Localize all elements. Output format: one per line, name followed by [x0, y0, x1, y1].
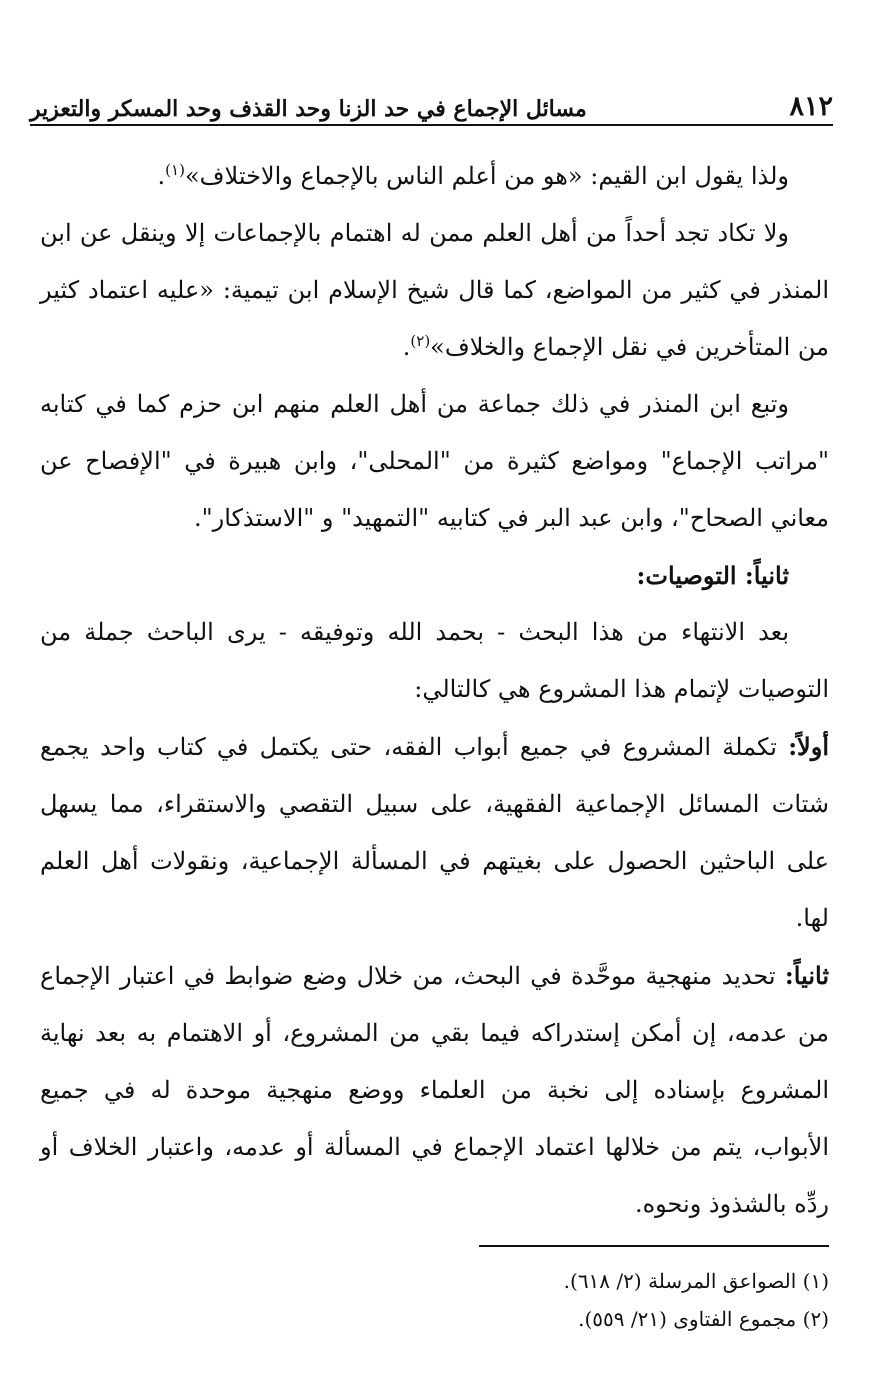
- footnote-ref-2: (٢): [410, 332, 431, 350]
- footnote-2: (٢) مجموع الفتاوى (٢١/ ٥٥٩).: [578, 1307, 829, 1331]
- paragraph-text: ولا تكاد تجد أحداً من أهل العلم ممن له اهتمام بالإجماعات إلا وينقل عن ابن المنذر في كثير من المواضع، كما قال شيخ الإسلام ابن تيمية: «عليه اعتماد كثير من المتأخرين في نقل الإجماع والخلاف»: [40, 219, 829, 361]
- paragraph-ibn-taymiyya-quote: [40, 205, 829, 376]
- page-number: ٨١٢: [789, 91, 833, 122]
- body-text: [40, 148, 829, 1233]
- footnote-ref-1: (١): [165, 161, 185, 179]
- recommendation-2-text: تحديد منهجية موحَّدة في البحث، من خلال وضع ضوابط في اعتبار الإجماع من عدمه، إن أمكن إستدراكه فيما بقي من المشروع، أو الاهتمام به بعد نهاية المشروع بإسناده إلى نخبة من العلماء ووضع منهجية موحدة له في جميع الأبواب، يتم من خلالها اعتماد الإجماع في المسألة أو عدمه، واعتبار الخلاف أو ردِّه بالشذوذ ونحوه.: [40, 962, 829, 1218]
- recommendation-2: [40, 947, 829, 1233]
- recommendation-2-lead: ثانياً:: [784, 961, 829, 990]
- recommendation-1-lead: أولاً:: [788, 732, 829, 761]
- recommendation-1-text: تكملة المشروع في جميع أبواب الفقه، حتى يكتمل في كتاب واحد يجمع شتات المسائل الإجماعية الفقهية، على سبيل التقصي والاستقراء، مما يسهل على الباحثين الحصول على بغيتهم في المسألة الإجماعية، ونقولات أهل العلم لها.: [40, 733, 829, 932]
- paragraph-recommendations-intro: بعد الانتهاء من هذا البحث - بحمد الله وتوفيقه - يرى الباحث جملة من التوصيات لإتمام هذا المشروع هي كالتالي:: [40, 618, 829, 703]
- recommendation-1: [40, 718, 829, 947]
- running-title: مسائل الإجماع في حد الزنا وحد القذف وحد المسكر والتعزير: [30, 96, 587, 122]
- paragraph-end: .: [402, 333, 411, 361]
- paragraph-followers: وتبع ابن المنذر في ذلك جماعة من أهل العلم منهم ابن حزم كما في كتابه "مراتب الإجماع" ومواضع كثيرة من "المحلى"، وابن هبيرة في "الإفصاح عن معاني الصحاح"، وابن عبد البر في كتابيه "التمهيد" و "الاستذكار".: [40, 390, 829, 532]
- page-header: [30, 78, 833, 126]
- paragraph-end: .: [157, 162, 166, 190]
- paragraph-ibn-qayyim-quote: [40, 148, 829, 205]
- section-heading-recommendations: ثانياً: التوصيات:: [636, 561, 789, 590]
- footnote-1: (١) الصواعق المرسلة (٢/ ٦١٨).: [563, 1269, 829, 1293]
- footnotes: [40, 1262, 829, 1338]
- paragraph-text: ولذا يقول ابن القيم: «هو من أعلم الناس بالإجماع والاختلاف»: [184, 162, 789, 190]
- footnote-divider: [479, 1245, 829, 1247]
